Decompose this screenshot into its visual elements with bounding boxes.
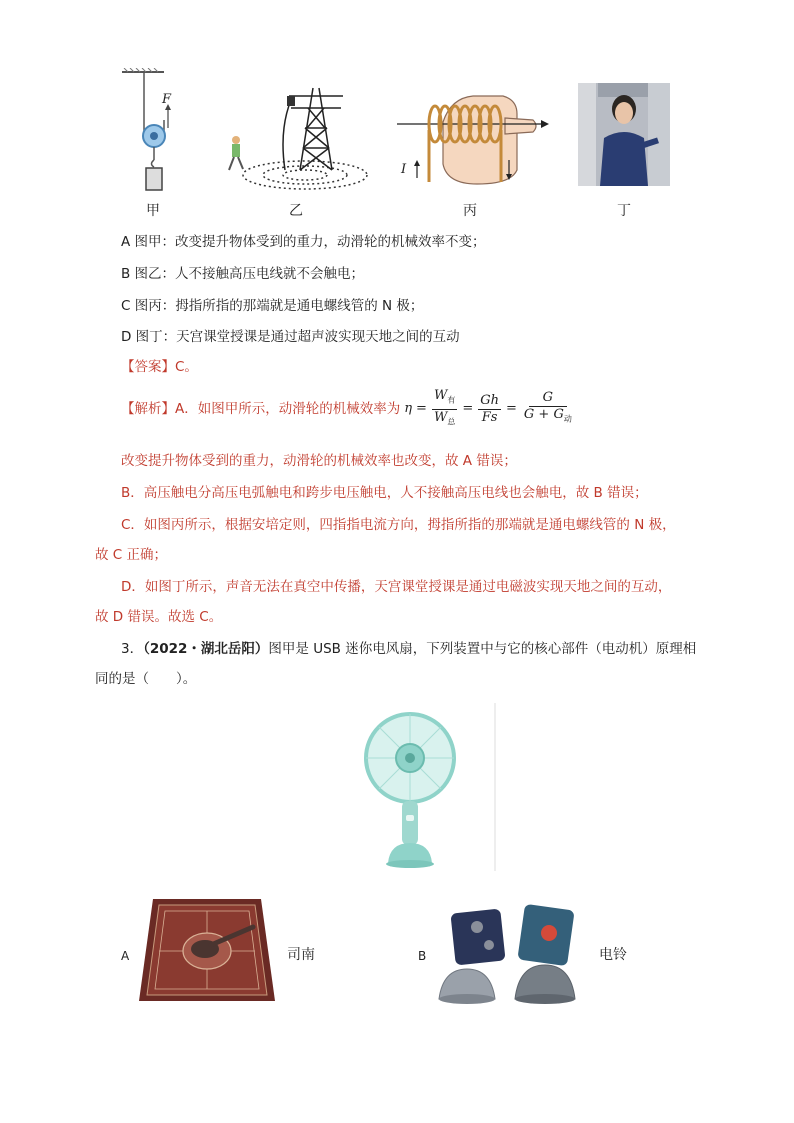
analysis-line-formula [121,387,577,428]
question-3-line-1 [121,640,696,658]
fraction-gh-fs: $\frac{Gh}{Fs}$ [480,392,499,425]
answer-value: C。 [175,359,198,375]
fraction-work: $\frac{W_有}{W_总}$ [433,387,456,427]
analysis-prefix: A．如图甲所示，动滑轮的机械效率为 [175,401,401,417]
choice-b-name: 电铃 [599,947,627,963]
choice-a-name: 司南 [287,947,315,963]
option-b: B 图乙：人不接触高压电线就不会触电； [121,266,365,282]
figure-pulley [118,68,188,193]
choice-b-letter: B [418,949,427,963]
analysis-line-2: B．高压触电分高压电弧触电和跨步电压触电，人不接触高压电线也会触电，故 B 错误； [121,485,648,501]
analysis-tag: 【解析】 [121,401,175,417]
figure-astronaut-photo [578,83,670,186]
question-number: 3． [121,641,144,657]
answer-line [121,358,198,376]
caption-jia: 甲 [146,203,160,219]
analysis-line-6: 故 D 错误。故选 C。 [95,609,223,625]
sinan-compass-image [137,897,277,1005]
question-text-1: 图甲是 USB 迷你电风扇，下列装置中与它的核心部件（电动机）原理相 [268,641,697,657]
option-a: A 图甲：改变提升物体受到的重力，动滑轮的机械效率不变； [121,234,486,250]
option-d: D 图丁：天宫课堂授课是通过超声波实现天地之间的互动 [121,329,460,345]
figure-solenoid-hand [395,90,550,190]
caption-ding: 丁 [617,203,631,219]
question-3-line-2: 同的是（ ）。 [95,671,197,687]
figure-power-tower [215,78,370,193]
question-source: （2022・湖北岳阳） [143,641,269,657]
analysis-line-4: 故 C 正确； [95,547,168,563]
analysis-line-5: D．如图丁所示，声音无法在真空中传播，天宫课堂授课是通过电磁波实现天地之间的互动， [121,579,672,595]
force-label: F [162,92,172,107]
caption-bing: 丙 [463,203,477,219]
analysis-line-3: C．如图丙所示，根据安培定则，四指指电流方向，拇指所指的那端就是通电螺线管的 N 极， [121,517,676,533]
analysis-line-1: 改变提升物体受到的重力，动滑轮的机械效率也改变，故 A 错误； [121,453,517,469]
electric-bell-image [433,897,593,1007]
answer-tag: 【答案】 [121,359,175,375]
fraction-g: $\frac{G}{G + G_动}$ [523,390,572,424]
current-label: I [401,162,407,177]
efficiency-formula: η = $\frac{W_有}{W_总}$ = $\frac{Gh}{Fs}$ = $\frac{G}{G + G_动}$ [402,388,577,430]
caption-yi: 乙 [289,203,303,219]
usb-fan-image [350,703,496,871]
eta-symbol: η [404,401,413,416]
option-c: C 图丙：拇指所指的那端就是通电螺线管的 N 极； [121,298,424,314]
choice-a-letter: A [121,949,130,963]
